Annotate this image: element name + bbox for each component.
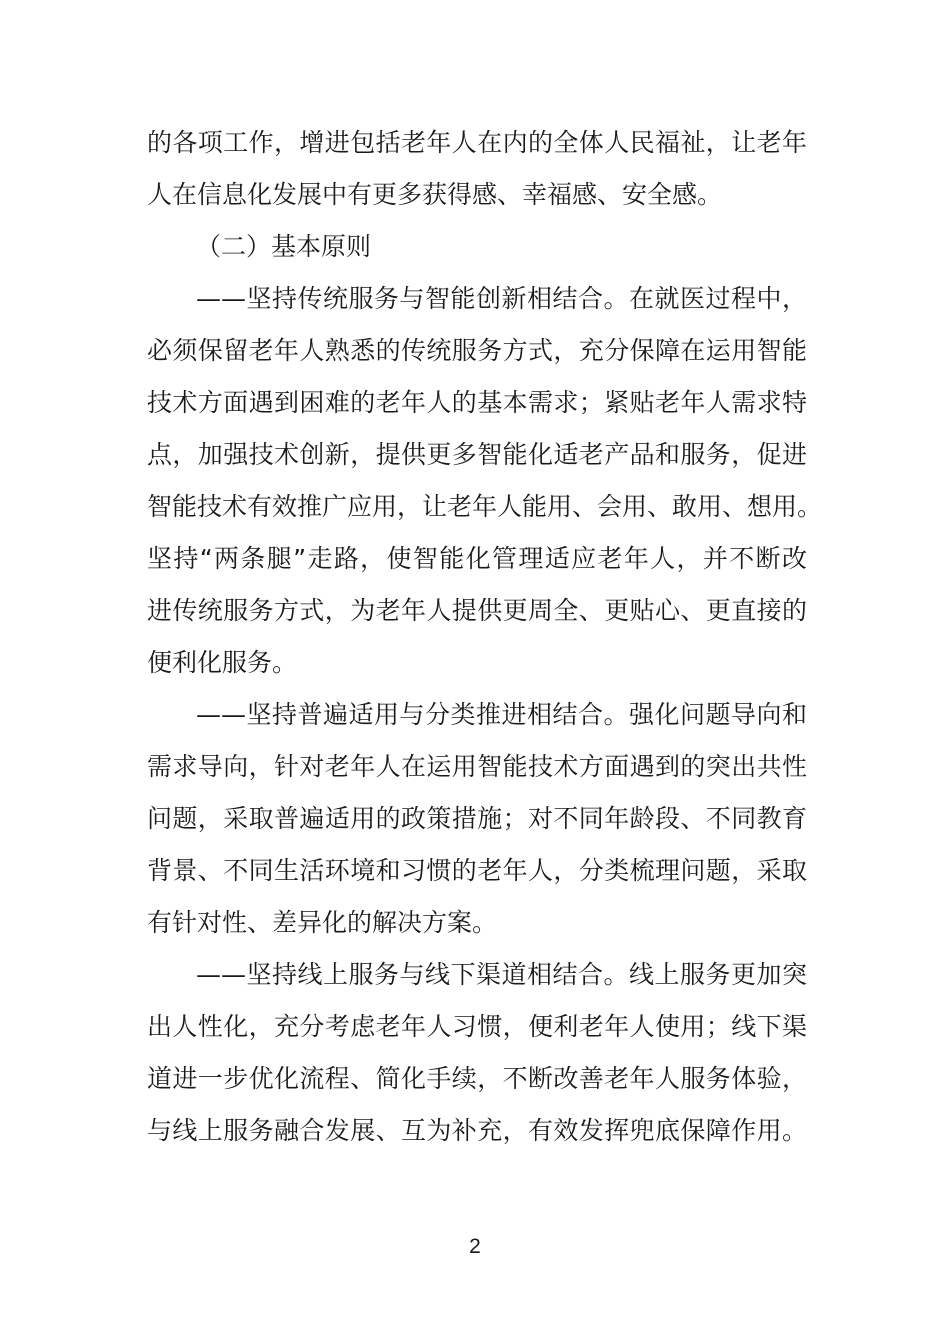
text-line: 进传统服务方式，为老年人提供更周全、更贴心、更直接的: [147, 596, 807, 625]
text-line: 有针对性、差异化的解决方案。: [147, 908, 498, 937]
page-number: 2: [469, 1235, 481, 1258]
text-line: 与线上服务融合发展、互为补充，有效发挥兜底保障作用。: [147, 1116, 807, 1145]
text-line: 问题，采取普遍适用的政策措施；对不同年龄段、不同教育: [147, 804, 807, 833]
section-heading: （二）基本原则: [196, 232, 372, 261]
text-line: ——坚持传统服务与智能创新相结合。在就医过程中，: [196, 284, 807, 313]
text-line: 人在信息化发展中有更多获得感、幸福感、安全感。: [147, 180, 723, 209]
text-line: 坚持“两条腿”走路，使智能化管理适应老年人，并不断改: [147, 544, 807, 573]
text-line: 智能技术有效推广应用，让老年人能用、会用、敢用、想用。: [147, 492, 823, 521]
text-line: 便利化服务。: [147, 648, 298, 677]
text-line: 的各项工作，增进包括老年人在内的全体人民福祉，让老年: [147, 128, 807, 157]
text-line: 道进一步优化流程、简化手续，不断改善老年人服务体验，: [147, 1064, 807, 1093]
text-line: 技术方面遇到困难的老年人的基本需求；紧贴老年人需求特: [147, 388, 807, 417]
text-line: 需求导向，针对老年人在运用智能技术方面遇到的突出共性: [147, 752, 807, 781]
text-line: 点，加强技术创新，提供更多智能化适老产品和服务，促进: [147, 440, 807, 469]
text-line: ——坚持线上服务与线下渠道相结合。线上服务更加突: [196, 960, 807, 989]
text-line: 必须保留老年人熟悉的传统服务方式，充分保障在运用智能: [147, 336, 807, 365]
text-line: 背景、不同生活环境和习惯的老年人，分类梳理问题，采取: [147, 856, 807, 885]
text-line: ——坚持普遍适用与分类推进相结合。强化问题导向和: [196, 700, 807, 729]
text-line: 出人性化，充分考虑老年人习惯，便利老年人使用；线下渠: [147, 1012, 807, 1041]
